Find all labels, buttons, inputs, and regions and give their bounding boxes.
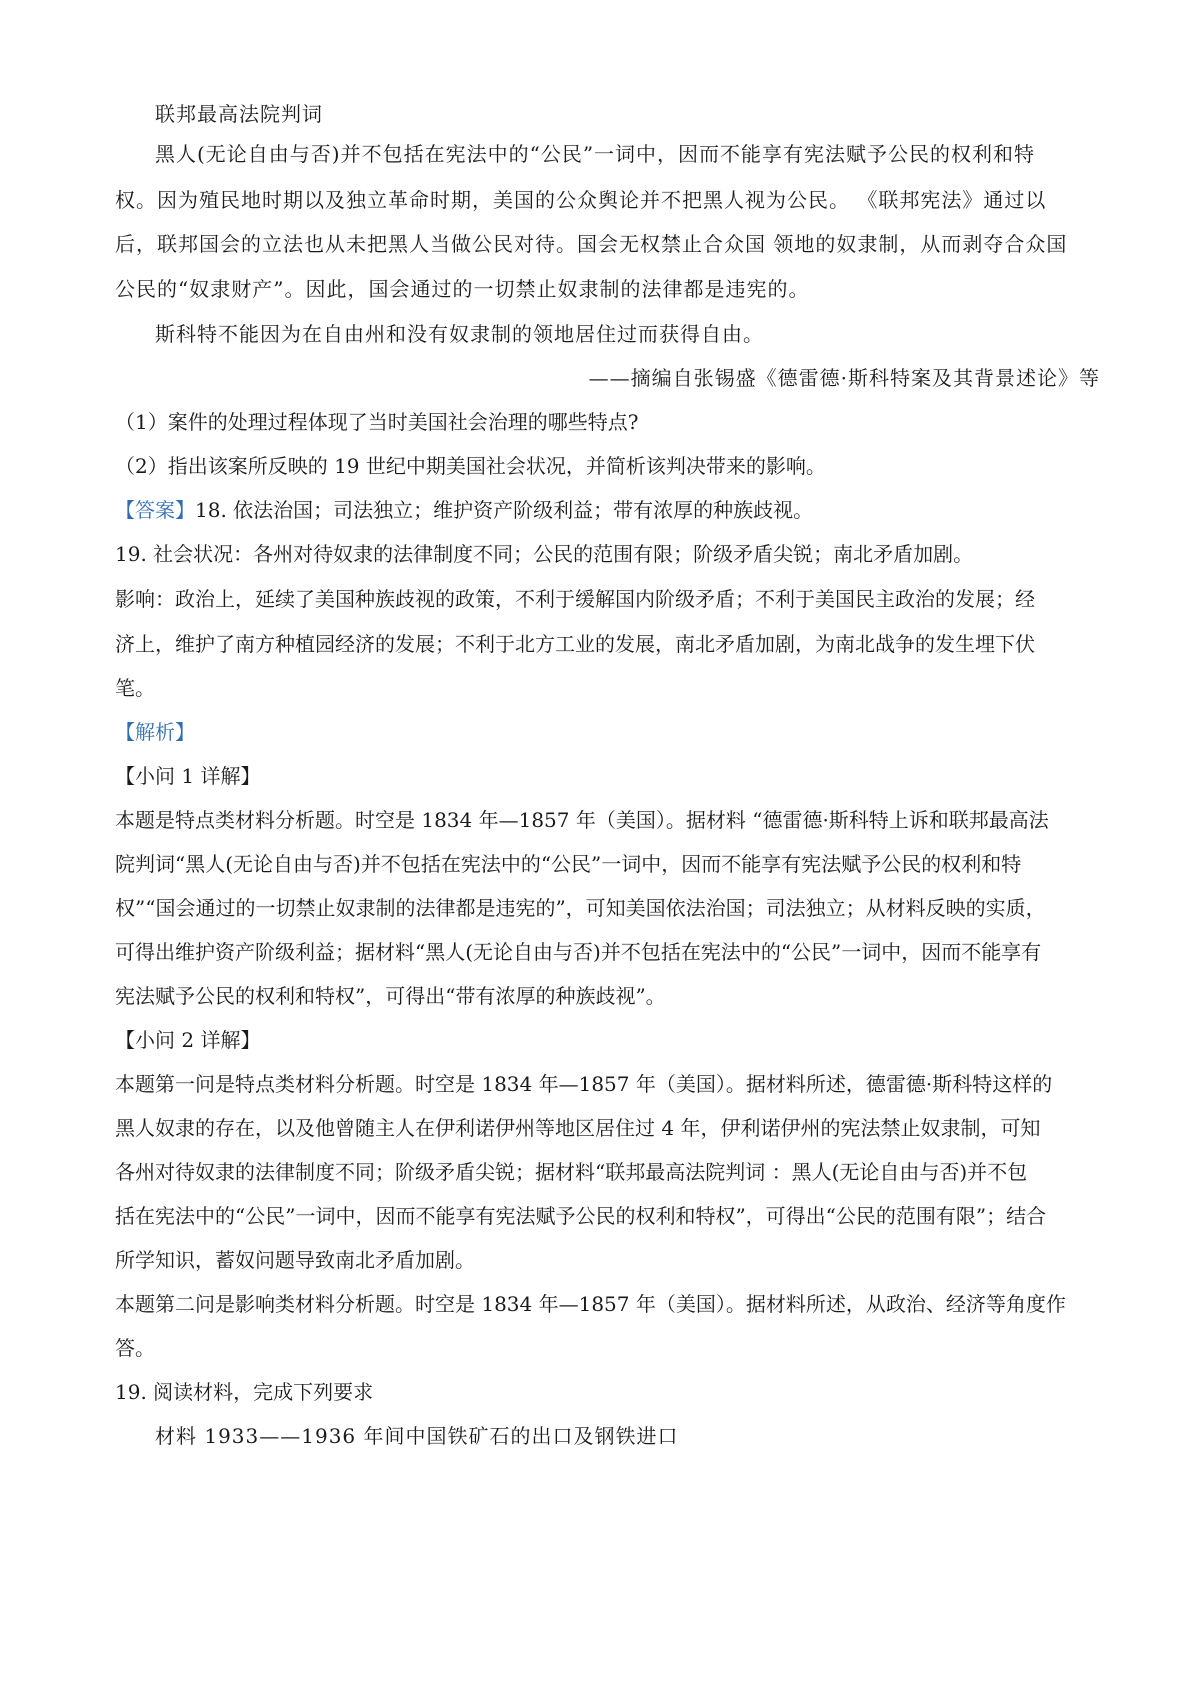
sub2-line: 各州对待奴隶的法律制度不同；阶级矛盾尖锐；据材料“联邦最高法院判词 ：黑人(无论自由与否)并不包 (115, 1160, 1028, 1184)
answer-impact-line: 济上，维护了南方种植园经济的发展；不利于北方工业的发展，南北矛盾加剧，为南北战争的发生埋下伏 (115, 632, 1035, 656)
sub1-line: 可得出维护资产阶级利益；据材料“黑人(无论自由与否)并不包括在宪法中的“公民”一词中，因而不能享有 (115, 940, 1042, 964)
answer-line-19: 19. 社会状况：各州对待奴隶的法律制度不同；公民的范围有限；阶级矛盾尖锐；南北矛盾加剧。 (115, 542, 974, 566)
sub1-line: 院判词“黑人(无论自由与否)并不包括在宪法中的“公民”一词中，因而不能享有宪法赋予公民的权利和特 (115, 852, 1022, 876)
question-1: （1）案件的处理过程体现了当时美国社会治理的哪些特点? (115, 410, 639, 434)
sub1-line: 本题是特点类材料分析题。时空是 1834 年—1857 年（美国）。据材料 “德雷德·斯科特上诉和联邦最高法 (115, 808, 1049, 832)
sub2-line: 答。 (115, 1336, 155, 1360)
material-paragraph-line: 权。因为殖民地时期以及独立革命时期，美国的公众舆论并不把黑人视为公民。 《联邦宪法》通过以 (115, 188, 1047, 212)
sub1-line: 宪法赋予公民的权利和特权”，可得出“带有浓厚的种族歧视”。 (115, 984, 666, 1008)
question-2: （2）指出该案所反映的 19 世纪中期美国社会状况，并简析该判决带来的影响。 (115, 454, 826, 478)
answer-text-18: 18. 依法治国；司法独立；维护资产阶级利益；带有浓厚的种族歧视。 (195, 498, 814, 522)
next-question-title: 19. 阅读材料，完成下列要求 (115, 1380, 374, 1404)
material-paragraph-line: 后，联邦国会的立法也从未把黑人当做公民对待。国会无权禁止合众国 领地的奴隶制，从而剥夺合众国 (115, 232, 1068, 256)
sub2-line: 黑人奴隶的存在，以及他曾随主人在伊利诺伊州等地区居住过 4 年，伊利诺伊州的宪法禁止奴隶制，可知 (115, 1116, 1041, 1140)
sub1-title: 【小问 1 详解】 (115, 764, 261, 788)
material-paragraph-line: 公民的“奴隶财产”。因此，国会通过的一切禁止奴隶制的法律都是违宪的。 (115, 277, 810, 301)
sub1-line: 权”“国会通过的一切禁止奴隶制的法律都是违宪的”，可知美国依法治国；司法独立；从材料反映的实质， (115, 896, 1046, 920)
next-question-material-label: 材料 1933——1936 年间中国铁矿石的出口及钢铁进口 (155, 1424, 679, 1448)
material-paragraph-2: 斯科特不能因为在自由州和没有奴隶制的领地居住过而获得自由。 (155, 322, 764, 346)
answer-impact-line: 影响：政治上，延续了美国种族歧视的政策，不利于缓解国内阶级矛盾；不利于美国民主政治的发展；经 (115, 587, 1035, 611)
sub2-line: 本题第二问是影响类材料分析题。时空是 1834 年—1857 年（美国）。据材料所述，从政治、经济等角度作 (115, 1292, 1066, 1316)
material-paragraph-line: 黑人(无论自由与否)并不包括在宪法中的“公民”一词中，因而不能享有宪法赋予公民的权利和特 (155, 142, 1036, 166)
analysis-tag: 【解析】 (115, 720, 195, 744)
sub2-line: 括在宪法中的“公民”一词中，因而不能享有宪法赋予公民的权利和特权”，可得出“公民的范围有限”；结合 (115, 1204, 1047, 1228)
answer-impact-line: 笔。 (115, 676, 155, 700)
sub2-line: 本题第一问是特点类材料分析题。时空是 1834 年—1857 年（美国）。据材料所述，德雷德·斯科特这样的 (115, 1072, 1053, 1096)
answer-line-1 (115, 496, 1100, 524)
sub2-line: 所学知识，蓄奴问题导致南北矛盾加剧。 (115, 1248, 475, 1272)
material-source: ——摘编自张锡盛《德雷德·斯科特案及其背景述论》等 (588, 366, 1100, 390)
material-heading: 联邦最高法院判词 (155, 102, 323, 126)
sub2-title: 【小问 2 详解】 (115, 1028, 261, 1052)
answer-tag: 【答案】 (115, 498, 195, 522)
